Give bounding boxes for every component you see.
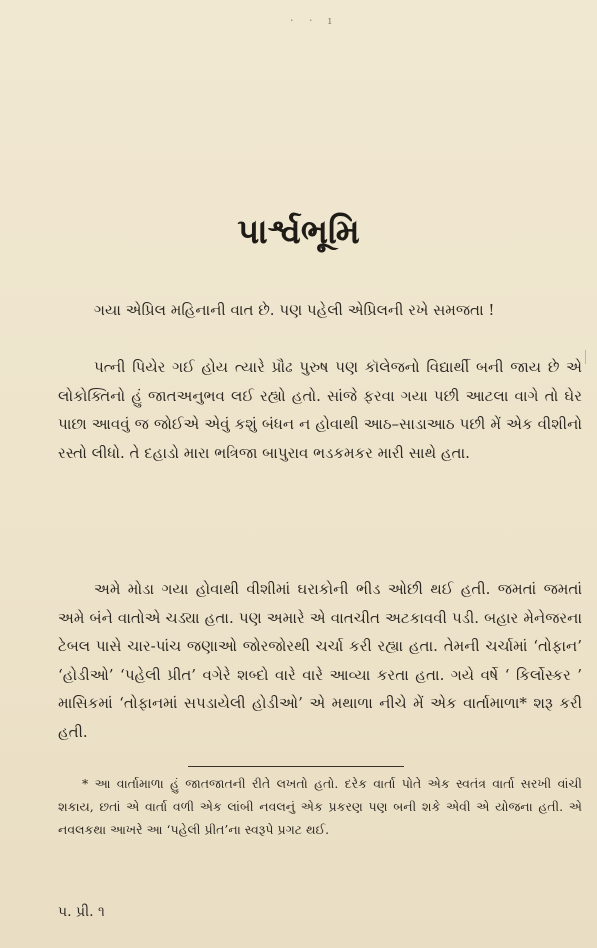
footnote-divider [188,766,404,767]
paragraph-2: પત્ની પિયેર ગઈ હોય ત્યારે પ્રૌઢ પુરુષ પણ કૉલેજનો વિદ્યાર્થી બની જાય છે એ લોકોક્તિનો હું જાતઅનુભવ લઈ રહ્યો હતો. સાંજે ફરવા ગયા પછી આટલા વાગે તો ઘેર પાછા આવવું જ જોઈએ એવું કશું બંધન ન હોવાથી આઠ–સાડાઆઠ પછી મેં એક વીશીનો રસ્તો લીધો. તે દહાડો મારા ભત્રિજા બાપુરાવ ભડકમકર મારી સાથે હતા. [58,358,582,462]
paragraph-1: ગયા એપ્રિલ મહિનાની વાત છે. પણ પહેલી એપ્રિલની રખે સમજતા ! [94,301,495,319]
page-top-mark: · · ı [290,14,338,27]
margin-mark [585,350,592,364]
paragraph-3: અમે મોડા ગયા હોવાથી વીશીમાં ઘરાકોની ભીડ ઓછી થઈ હતી. જમતાં જમતાં અમે બંને વાતોએ ચડ્યા હતા. પણ અમારે એ વાતચીત અટકાવવી પડી. બહાર મેનેજરના ટેબલ પાસે ચાર-પાંચ જણાઓ જોરજોરથી ચર્ચા કરી રહ્યા હતા. તેમની ચર્ચામાં ‘તોફાન’ ‘હોડીઓ’ ‘પહેલી પ્રીત’ વગેરે શબ્દો વારે વારે આવ્યા કરતા હતા. ગયે વર્ષે ‘ કિર્લોસ્કર ’ માસિકમાં ‘તોફાનમાં સપડાયેલી હોડીઓ’ એ મથાળા નીચે મેં એક વાર્તામાળા* શરૂ કરી હતી. [58,580,582,741]
chapter-title: પાર્શ્વભૂમિ [237,212,360,252]
signature-mark: પ. પ્રી. ૧ [58,904,105,920]
footnote: * આ વાર્તામાળા હું જાતજાતની રીતે લખતો હતો. દરેક વાર્તા પોતે એક સ્વતંત્ર વાર્તા સરખી વાંચી શકાય, છતાં એ વાર્તા વળી એક લાંબી નવલનું એક પ્રકરણ પણ બની શકે એવી એ યોજના હતી. એ નવલકથા આખરે આ ‘પહેલી પ્રીત’ના સ્વરૂપે પ્રગટ થઈ. [58,776,582,837]
